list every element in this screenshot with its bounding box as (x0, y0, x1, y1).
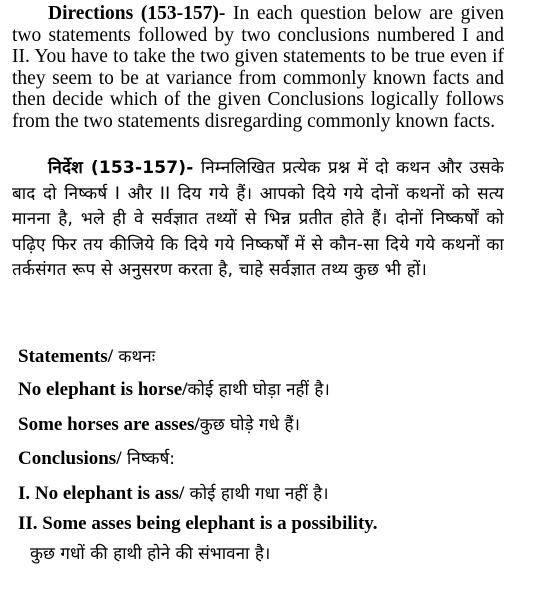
directions-text-english: In each question below are given two statements followed by two conclusions numbered I and II. You have to take the two given statements to be true even if they seem to be at variance from commonly known facts and then decide which of the given Conclusions logically follows from the two statements disregarding commonly known facts. (12, 3, 504, 132)
conclusion-1-english: I. No elephant is ass/ (18, 483, 185, 504)
directions-hindi (12, 156, 504, 284)
statement-1-english: No elephant is horse/ (18, 379, 188, 400)
directions-text-hindi: निम्नलिखित प्रत्येक प्रश्न में दो कथन और उसके बाद दो निष्कर्ष I और II दिय गये हैं। आपको दिये गये दोनों कथनों को सत्य मानना है, भले ही वे सर्वज्ञात तथ्यों से भिन्न प्रतीत होते हैं। दोनों निष्कर्षों को पढ़िए फिर तय कीजिये कि दिये गये निष्कर्षों में से कौन-सा दिये गये कथनों का तर्कसंगत रूप से अनुसरण करता है, चाहे सर्वज्ञात तथ्य कुछ भी हों। (12, 158, 505, 280)
conclusion-2-hindi: कुछ गधों की हाथी होने की संभावना है। (30, 544, 271, 564)
conclusions-heading-english: Conclusions/ (18, 448, 122, 469)
conclusion-1-hindi: कोई हाथी गधा नहीं है। (184, 484, 329, 504)
statement-2-hindi: कुछ घोड़े गधे हैं। (199, 415, 300, 435)
conclusion-1 (18, 481, 329, 505)
directions-english (12, 3, 504, 132)
conclusion-2-english: II. Some asses being elephant is a possibility. (18, 513, 378, 534)
directions-lead-hindi: निर्देश (153-157)- (48, 158, 194, 178)
statement-2 (18, 412, 300, 436)
statement-1-hindi: कोई हाथी घोड़ा नहीं है। (187, 380, 330, 400)
statements-heading-english: Statements/ (18, 346, 113, 367)
directions-lead-english: Directions (153-157)- (48, 3, 226, 24)
statements-heading-hindi: कथनः (112, 347, 156, 367)
conclusions-heading-hindi: निष्कर्ष: (121, 449, 175, 469)
statements-heading (18, 344, 155, 368)
conclusion-2 (18, 513, 378, 535)
statement-1 (18, 377, 330, 401)
statement-2-english: Some horses are asses/ (18, 414, 200, 435)
conclusions-heading (18, 446, 175, 470)
